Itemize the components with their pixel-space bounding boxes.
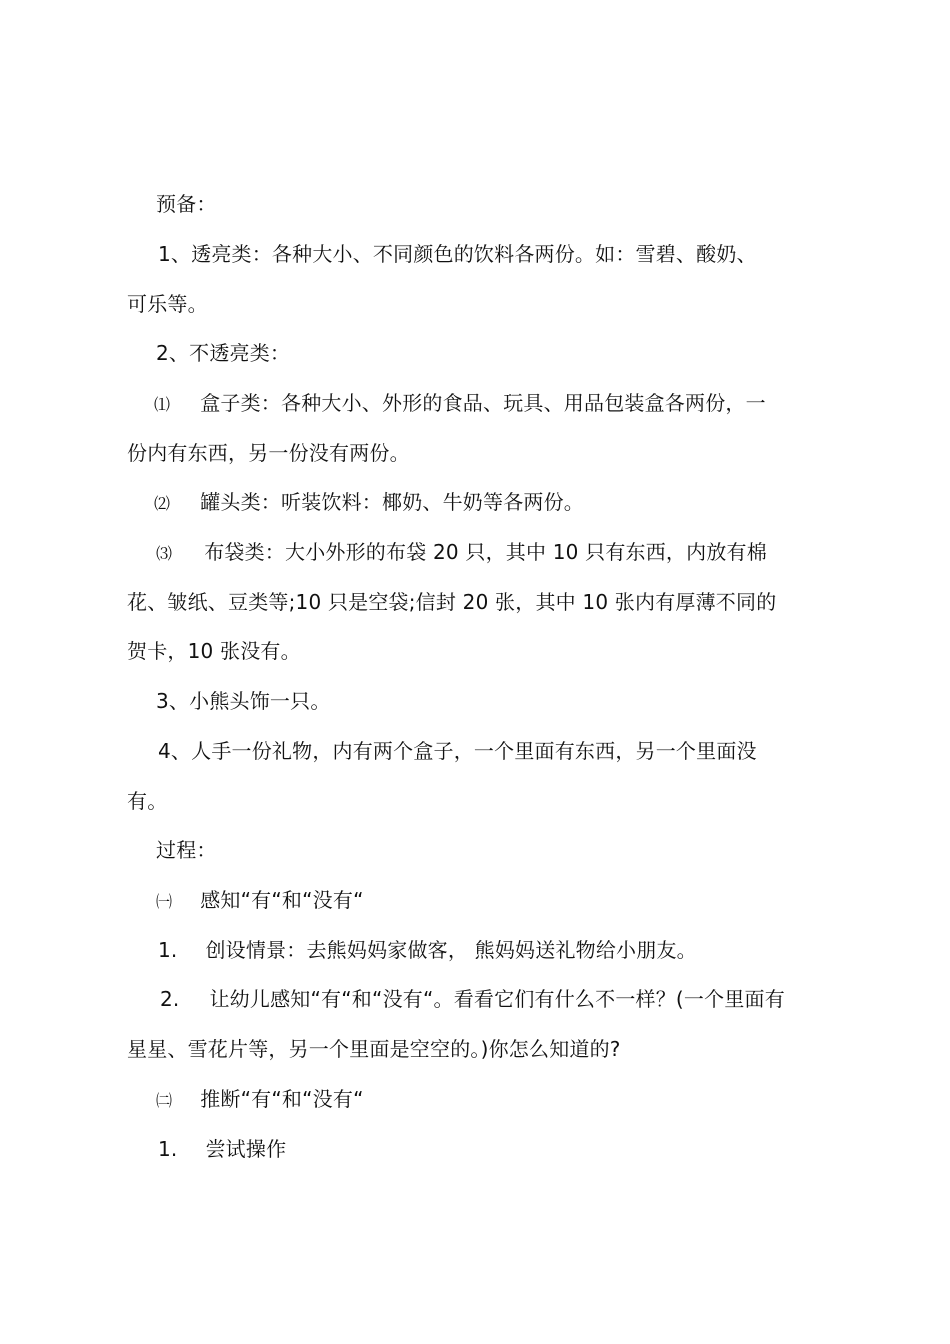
sub-item-1-text-1: 盒子类：各种大小、外形的食品、玩具、用品包装盒各两份，一 (200, 391, 766, 415)
sub-item-3-line-1 (156, 538, 862, 568)
step-3-text: 尝试操作 (205, 1137, 287, 1161)
step-2-line-1 (160, 985, 866, 1013)
sub-item-1-line-1 (154, 389, 860, 419)
sub-item-2 (154, 488, 860, 518)
sub-item-3-text-2: 花、皱纸、豆类等;10 只是空袋;信封 20 张，其中 10 张内有厚薄不同的 (127, 590, 777, 614)
process-heading-text: 过程： (156, 838, 217, 862)
item-4-text-2: 有。 (127, 789, 168, 813)
part-2-text: 推断“有“和“没有“ (200, 1087, 364, 1111)
step-2-marker: 2. (160, 987, 180, 1011)
sub-item-2-marker: ⑵ (154, 494, 171, 513)
sub-item-1-line-2 (127, 439, 833, 467)
sub-item-3-line-3 (127, 637, 833, 665)
preparation-heading (156, 190, 862, 218)
item-4-line-2 (127, 787, 833, 815)
sub-item-3-text-3: 贺卡，10 张没有。 (127, 639, 301, 663)
sub-item-1-text-2: 份内有东西，另一份没有两份。 (127, 441, 410, 465)
step-3 (158, 1135, 864, 1163)
item-1-line-2 (127, 290, 833, 318)
step-1-marker: 1. (158, 938, 178, 962)
sub-item-3-line-2 (127, 588, 833, 616)
part-2-marker: ㈡ (156, 1091, 173, 1110)
item-2-text: 2、不透亮类： (156, 341, 291, 365)
part-1 (156, 886, 862, 916)
sub-item-1-marker: ⑴ (154, 395, 171, 414)
item-1-text-2: 可乐等。 (127, 292, 208, 316)
sub-item-3-marker: ⑶ (156, 544, 173, 563)
process-heading (156, 836, 862, 864)
step-1 (158, 936, 864, 964)
item-3-text: 3、小熊头饰一只。 (156, 689, 331, 713)
step-1-text: 创设情景：去熊妈妈家做客， 熊妈妈送礼物给小朋友。 (205, 938, 697, 962)
item-2 (156, 339, 862, 367)
step-2-text-2: 星星、雪花片等，另一个里面是空空的。)你怎么知道的? (127, 1037, 621, 1061)
sub-item-2-text: 罐头类：听装饮料：椰奶、牛奶等各两份。 (200, 490, 585, 514)
sub-item-3-text-1: 布袋类：大小外形的布袋 20 只，其中 10 只有东西，内放有棉 (204, 540, 767, 564)
step-2-line-2 (127, 1035, 833, 1063)
item-1-text-1: 1、透亮类：各种大小、不同颜色的饮料各两份。如：雪碧、酸奶、 (158, 242, 757, 266)
part-1-text: 感知“有“和“没有“ (200, 888, 364, 912)
step-2-text-1: 让幼儿感知“有“和“没有“。看看它们有什么不一样？(一个里面有 (209, 987, 785, 1011)
item-4-text-1: 4、人手一份礼物，内有两个盒子，一个里面有东西，另一个里面没 (158, 739, 757, 763)
item-3 (156, 687, 862, 715)
item-1-line-1 (158, 240, 864, 268)
preparation-heading-text: 预备： (156, 192, 217, 216)
item-4-line-1 (158, 737, 864, 765)
step-3-marker: 1. (158, 1137, 178, 1161)
part-2 (156, 1085, 862, 1115)
part-1-marker: ㈠ (156, 892, 173, 911)
